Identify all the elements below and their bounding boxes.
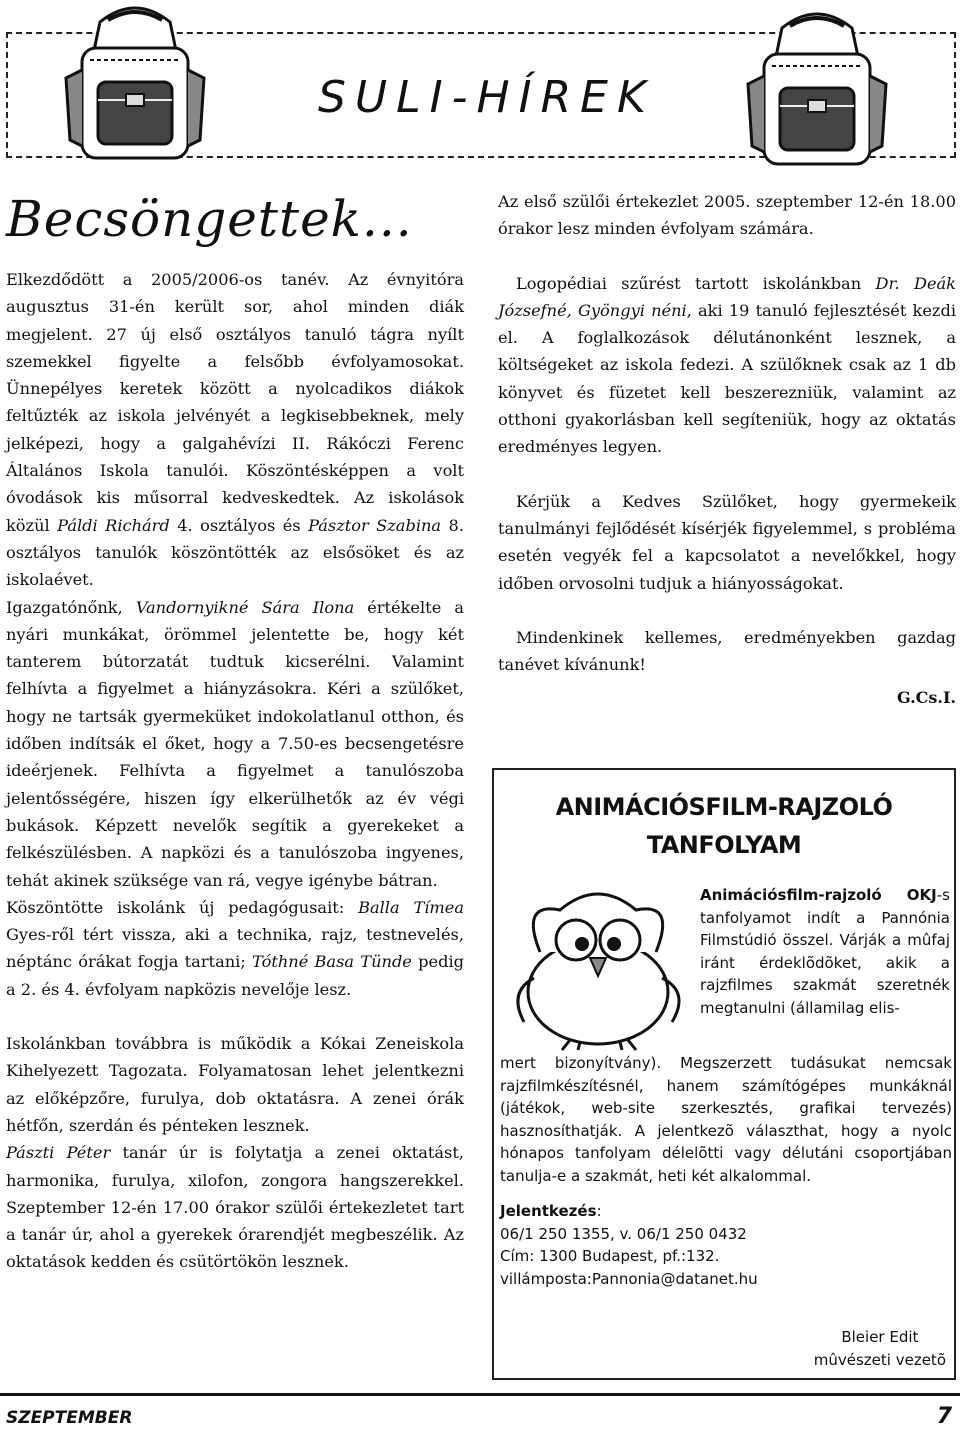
person-name: Vandornyikné Sára Ilona bbox=[135, 597, 355, 617]
footer-month: SZEPTEMBER bbox=[6, 1408, 133, 1428]
contact-phones: 06/1 250 1355, v. 06/1 250 0432 bbox=[500, 1224, 747, 1243]
person-name: Páldi Richárd bbox=[57, 515, 170, 535]
person-name: Dr. Deák Józsefné, Gyöngyi néni bbox=[498, 273, 956, 320]
paragraph-opening: Elkezdődött a 2005/2006-os tanév. Az évnyitóra augusztus 31-én került sor, ahol minden diák megjelent. 27 új első osztályos tanuló tágra nyílt szemekkel figyelte a felsőbb évfolyamosokat. Ünnepélyes keretek között a nyolcadikos diákok feltűzték az iskola jelvényét a legkisebbeknek, mely jelképezi, hogy a galgahévízi II. Rákóczi Ferenc Általános Iskola tanulói. Köszöntésképpen a volt óvodások kis műsorral kedveskedtek. Az iskolások közül Páldi Richárd 4. osztályos és Pásztor Szabina 8. osztályos tanulók köszöntötték az elsősöket és az iskolaévet. bbox=[6, 270, 464, 590]
right-column bbox=[498, 188, 956, 707]
page-number: 7 bbox=[936, 1404, 952, 1429]
left-column bbox=[6, 190, 464, 1276]
signer-name: Bleier Edit bbox=[841, 1328, 919, 1346]
paragraph-request: Kérjük a Kedves Szülőket, hogy gyermekeik tanulmányi fejlődését kísérjék figyelemmel, s probléma esetén vegyék fel a kapcsolatot a nevelőkkel, hogy időben orvosolni tudjuk a hiányosságokat. bbox=[498, 491, 956, 593]
contact-label: Jelentkezés bbox=[500, 1202, 597, 1220]
person-name: Balla Tímea bbox=[358, 897, 464, 917]
paragraph-speech-therapy: Logopédiai szűrést tartott iskolánkban Dr. Deák Józsefné, Gyöngyi néni, aki 19 tanuló fejlesztését kezdi el. A foglalkozások délutánonként lesznek, a költségeket az iskola fedezi. A szülőknek csak az 1 db könyvet és füzetet kell beszerezniük, valamint az otthoni gyakorlásban kell segíteniük, hogy az oktatás eredményes legyen. bbox=[498, 273, 956, 457]
owl-cartoon-illustration bbox=[500, 882, 696, 1052]
person-name: Tóthné Basa Tünde bbox=[252, 952, 412, 972]
ad-contact: Jelentkezés: 06/1 250 1355, v. 06/1 250 0432 Cím: 1300 Budapest, pf.:132. villámposta:Pannonia@datanet.hu bbox=[500, 1200, 952, 1290]
article-heading: Becsöngettek... bbox=[6, 190, 413, 248]
paragraph-new-teachers: Köszöntötte iskolánk új pedagógusait: Balla Tímea Gyes-ről tért vissza, aki a technika, rajz, testnevelés, néptánc órákat fogja tartani; Tóthné Basa Tünde pedig a 2. és 4. évfolyam napközis nevelője lesz. bbox=[6, 897, 464, 999]
ad-intro-text: Animációsfilm-rajzoló OKJ-s tanfolyamot indít a Pannónia Filmstúdió összel. Várják a mûfaj iránt érdeklõdõket, akik a rajzfilmes szakmát szeretnék megtanulni (államilag elis- bbox=[700, 886, 950, 1017]
paragraph-wishes: Mindenkinek kellemes, eredményekben gazdag tanévet kívánunk! bbox=[498, 627, 956, 675]
course-advertisement bbox=[492, 768, 956, 1380]
ad-body-text: mert bizonyítvány). Megszerzett tudásukat nemcsak rajzfilmkészítésnél, hanem számítógépes munkáknál (játékok, web-site szerkesztés, grafikai tervezés) hasznosíthatják. A jelentkezõ választhat, hogy a nyolc hónapos tanfolyam délelõtti vagy délutáni csoportjában tanulja-e a szakmát, heti két alkalommal. bbox=[500, 1054, 952, 1185]
backpack-left-illustration bbox=[60, 0, 210, 170]
backpack-right-illustration bbox=[742, 6, 892, 176]
person-name: Pásztor Szabina bbox=[308, 515, 442, 535]
paragraph-parent-meeting: Az első szülői értekezlet 2005. szeptember 12-én 18.00 órakor lesz minden évfolyam számára. bbox=[498, 192, 956, 239]
footer-rule bbox=[0, 1393, 960, 1396]
contact-address: Cím: 1300 Budapest, pf.:132. bbox=[500, 1247, 720, 1266]
paragraph-music-teacher: Pászti Péter tanár úr is folytatja a zenei oktatást, harmonika, furulya, xilofon, zongora hangszerekkel. Szeptember 12-én 17.00 órakor szülői értekezletet tart a tanár úr, ahol a gyerekek órarendjét megbeszélik. Az oktatások kedden és csütörtökön lesznek. bbox=[6, 1143, 465, 1272]
paragraph-music-school: Iskolánkban továbbra is működik a Kókai Zeneiskola Kihelyezett Tagozata. Folyamatosan lehet jelentkezni az előképzőre, furulya, dob oktatásra. A zenei órák hétfőn, szerdán és pénteken lesznek. bbox=[6, 1034, 464, 1135]
signature: G.Cs.I. bbox=[896, 688, 956, 708]
signer-role: mûvészeti vezetõ bbox=[813, 1350, 946, 1369]
ad-title: ANIMÁCIÓSFILM-RAJZOLÓ TANFOLYAM bbox=[555, 793, 893, 859]
ad-signer bbox=[814, 1326, 946, 1371]
paragraph-principal: Igazgatónőnk, Vandornyikné Sára Ilona értékelte a nyári munkákat, örömmel jelentette be, hogy két tanterem bútorzatát tudtuk kicserélni. Valamint felhívta a figyelmet a hiányzásokra. Kéri a szülőket, hogy ne tartsák gyermeküket indokolatlanul otthon, és időben indítsák el őket, hogy a 7.50-es becsengetésre ideérjenek. Felhívta a figyelmet a tanulószoba jelentősségére, hiszen így elkerülhetők az év végi bukások. Képzett nevelők segítik a gyerekeket a felkészülésben. A napközi és a tanulószoba ingyenes, tehát akinek szüksége van rá, vegye igénybe bátran. bbox=[6, 597, 464, 890]
person-name: Pászti Péter bbox=[6, 1143, 111, 1163]
contact-email: villámposta:Pannonia@datanet.hu bbox=[500, 1269, 758, 1288]
page-title: SULI-HÍREK bbox=[318, 72, 655, 123]
